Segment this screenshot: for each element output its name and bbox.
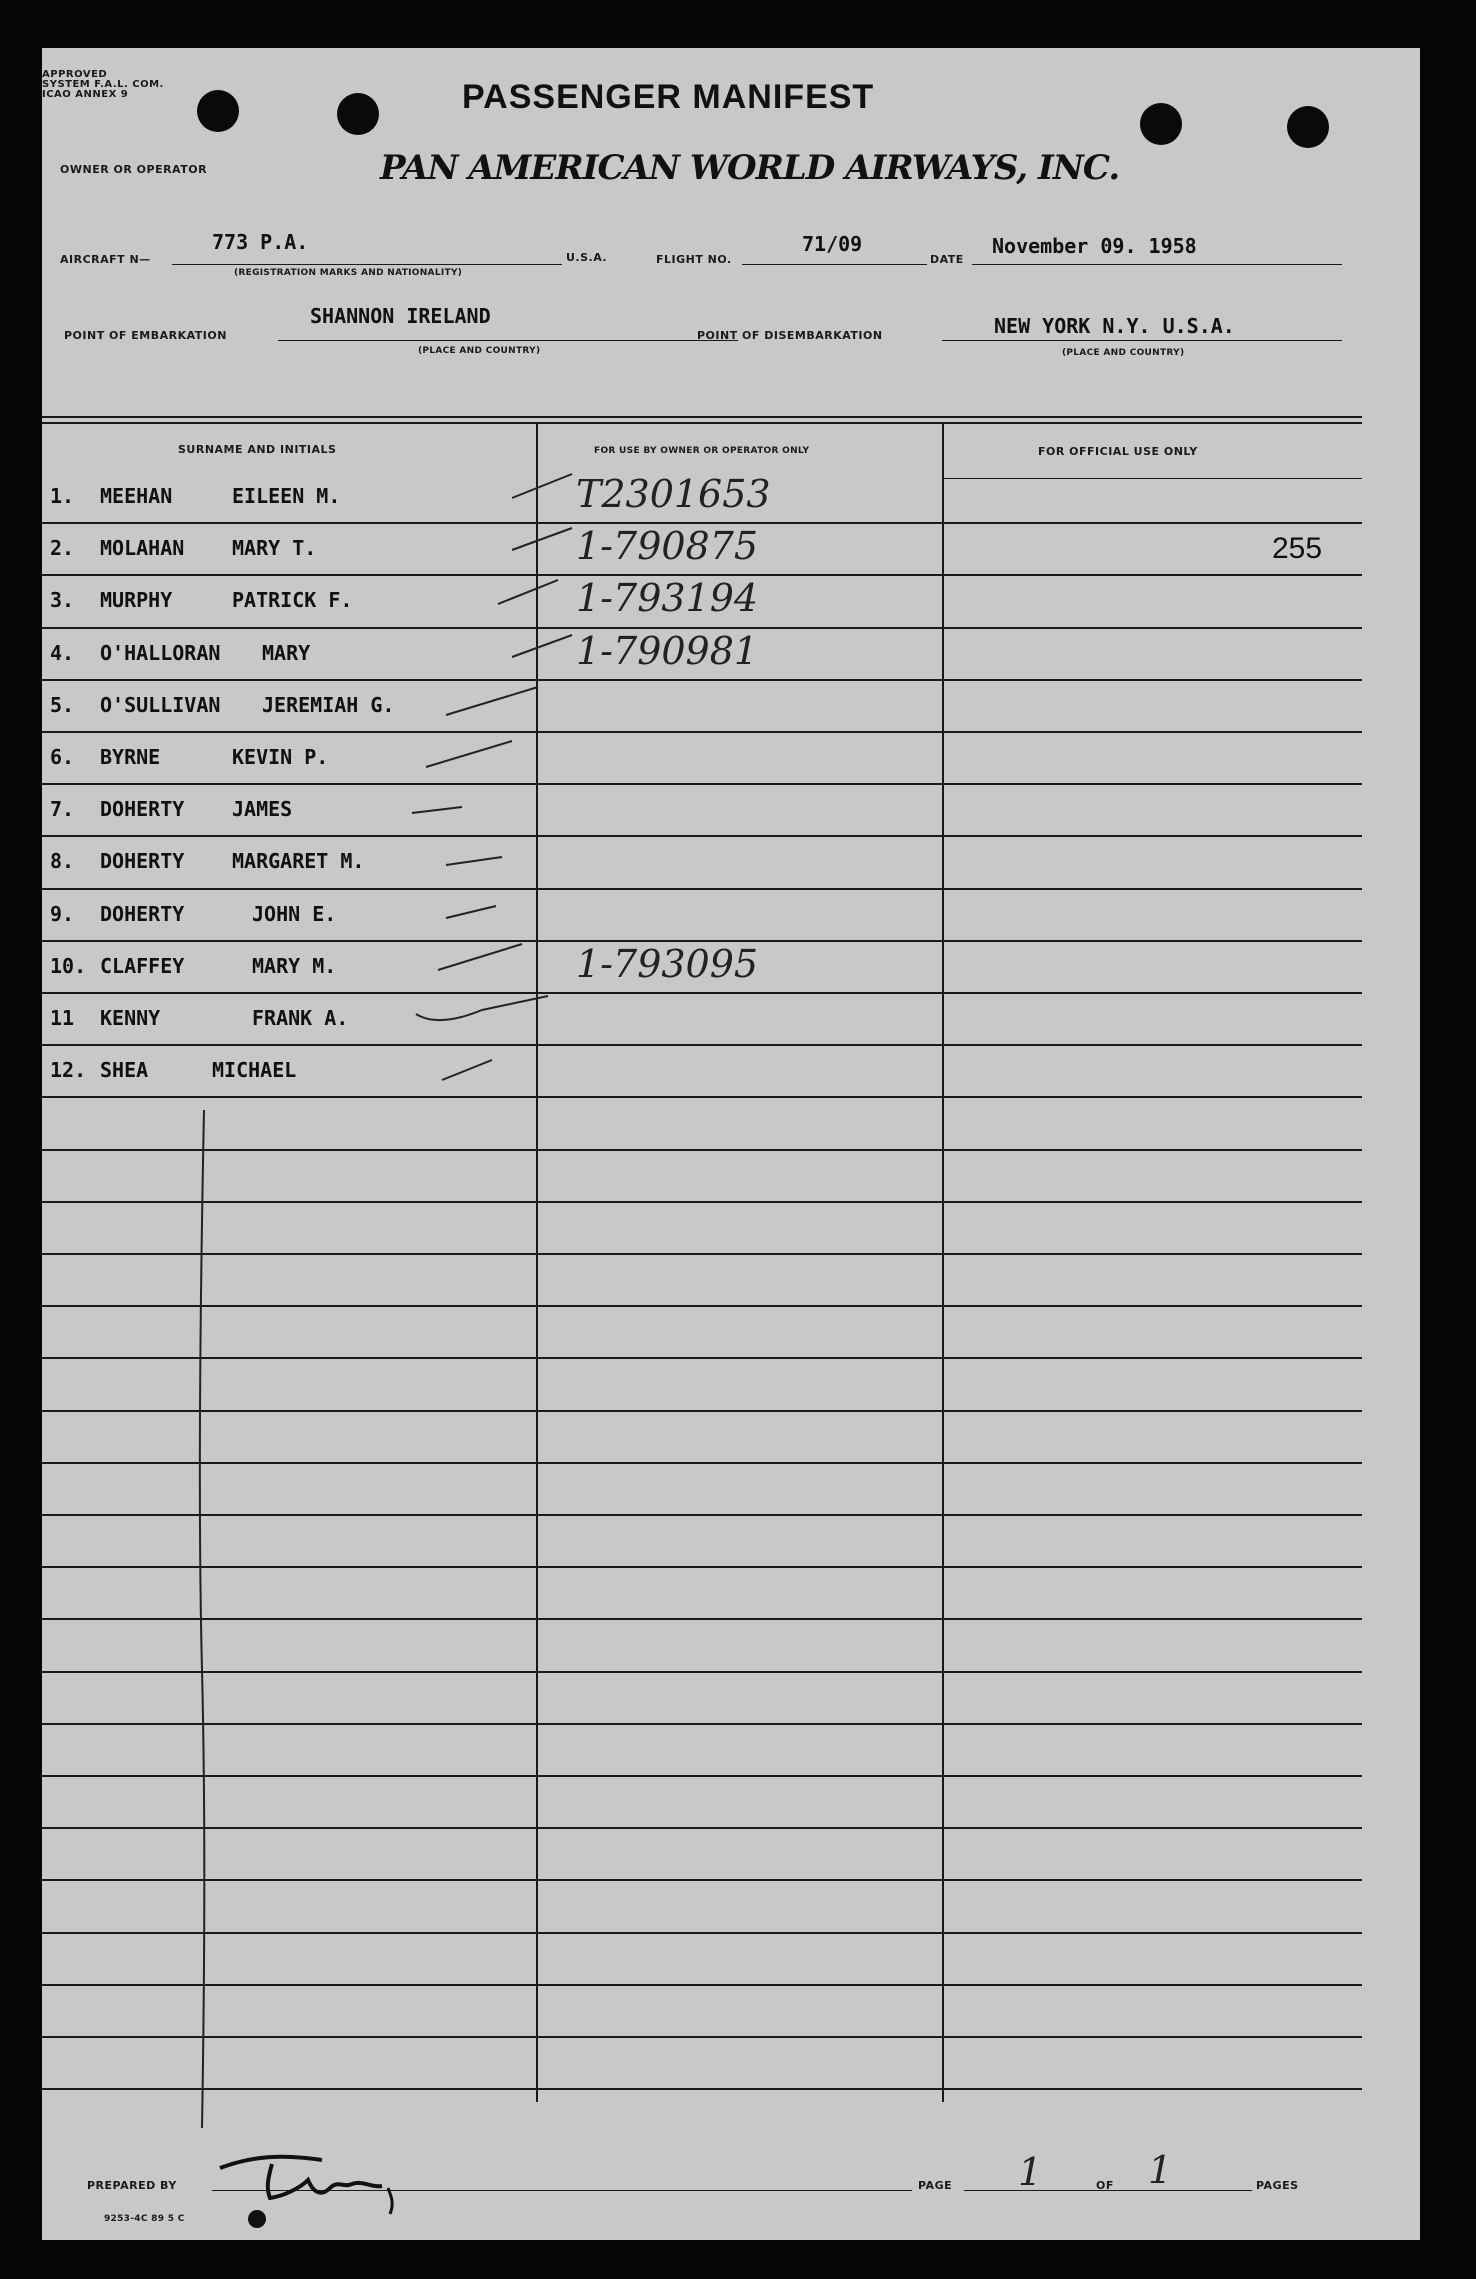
punch-hole (337, 93, 379, 135)
passenger-surname: CLAFFEY (100, 953, 185, 978)
embark-sub-label: (PLACE AND COUNTRY) (418, 346, 541, 356)
embark-value: SHANNON IRELAND (310, 304, 491, 328)
check-mark (42, 835, 602, 887)
table-row (42, 574, 1362, 626)
of-label: OF (1096, 2179, 1114, 2192)
row-number: 6. (50, 745, 75, 769)
owner-label: OWNER OR OPERATOR (60, 163, 208, 176)
passenger-given-name: PATRICK F. (232, 588, 353, 613)
row-rule (42, 2088, 1362, 2090)
row-number: 9. (50, 901, 75, 926)
row-rule (42, 1827, 1362, 1829)
form-code: 9253-4C 89 5 C (104, 2214, 185, 2224)
passenger-surname: MOLAHAN (100, 536, 185, 561)
aircraft-underline (172, 264, 562, 265)
ticket-number: T2301653 (576, 472, 771, 516)
usa-label: U.S.A. (566, 251, 608, 264)
disembark-underline (942, 340, 1342, 341)
table-top-rule (42, 422, 1362, 424)
aircraft-sub-label: (REGISTRATION MARKS AND NATIONALITY) (234, 268, 463, 278)
check-mark (42, 574, 602, 626)
table-row (42, 627, 1362, 679)
row-rule (42, 1514, 1362, 1516)
row-number: 8. (50, 849, 75, 874)
row-rule (42, 2036, 1362, 2038)
ticket-number: 1-790875 (576, 524, 759, 569)
row-rule (42, 1775, 1362, 1777)
row-number: 12. (50, 1058, 87, 1083)
row-rule (42, 1096, 1362, 1098)
aircraft-label: AIRCRAFT N— (60, 253, 151, 266)
of-underline (1122, 2190, 1252, 2191)
approval-line: SYSTEM F.A.L. COM. (42, 79, 164, 90)
passenger-given-name: MARY (262, 640, 311, 665)
pages-label: PAGES (1256, 2179, 1299, 2192)
punch-hole (1287, 106, 1329, 148)
flight-label: FLIGHT NO. (656, 253, 732, 266)
row-number: 1. (50, 484, 75, 508)
col-header-operator: FOR USE BY OWNER OR OPERATOR ONLY (594, 446, 810, 456)
passenger-given-name: EILEEN M. (232, 484, 341, 508)
check-mark (42, 783, 602, 835)
table-row (42, 835, 1362, 887)
punch-hole (197, 90, 239, 132)
disembark-label: POINT OF DISEMBARKATION (697, 329, 883, 342)
flight-underline (742, 264, 927, 265)
row-rule (42, 1723, 1362, 1725)
passenger-surname: BYRNE (100, 745, 161, 769)
page-title: PASSENGER MANIFEST (462, 78, 875, 116)
passenger-surname: MEEHAN (100, 484, 173, 508)
table-row (42, 888, 1362, 940)
row-rule (42, 1410, 1362, 1412)
passenger-given-name: MICHAEL (212, 1058, 297, 1083)
row-rule (42, 1879, 1362, 1881)
table-row (42, 783, 1362, 835)
passenger-given-name: FRANK A. (252, 1006, 349, 1030)
passenger-given-name: MARY M. (252, 953, 337, 978)
row-rule (42, 1984, 1362, 1986)
passenger-given-name: KEVIN P. (232, 745, 329, 769)
table-top-rule (42, 416, 1362, 418)
passenger-given-name: JAMES (232, 797, 293, 822)
passenger-surname: DOHERTY (100, 901, 185, 926)
check-mark (42, 627, 602, 679)
row-number: 10. (50, 953, 87, 978)
row-number: 2. (50, 536, 75, 561)
row-number: 4. (50, 640, 75, 665)
approval-line: ICAO ANNEX 9 (42, 89, 129, 100)
passenger-given-name: MARGARET M. (232, 849, 365, 874)
prepared-label: PREPARED BY (87, 2179, 177, 2192)
passenger-given-name: MARY T. (232, 536, 317, 561)
date-label: DATE (930, 253, 964, 266)
passenger-table (42, 416, 1420, 2176)
row-number: 7. (50, 797, 75, 822)
check-mark (42, 522, 602, 574)
passenger-surname: SHEA (100, 1058, 149, 1083)
check-mark (42, 679, 602, 731)
disembark-value: NEW YORK N.Y. U.S.A. (994, 314, 1235, 338)
row-rule (42, 1618, 1362, 1620)
date-value: November 09. 1958 (992, 234, 1197, 258)
table-row (42, 470, 1362, 522)
embark-label: POINT OF EMBARKATION (64, 329, 227, 342)
official-use-value: 255 (1272, 532, 1323, 566)
row-number: 11 (50, 1006, 75, 1030)
passenger-surname: O'HALLORAN (100, 640, 221, 665)
table-row (42, 679, 1362, 731)
owner-value: PAN AMERICAN WORLD AIRWAYS, INC. (380, 148, 1120, 188)
passenger-given-name: JOHN E. (252, 901, 337, 926)
flight-value: 71/09 (802, 232, 863, 256)
approval-stamp (42, 70, 164, 100)
col-header-surname: SURNAME AND INITIALS (178, 443, 337, 456)
row-rule (42, 1305, 1362, 1307)
check-mark (42, 888, 602, 940)
row-number: 3. (50, 588, 75, 613)
table-row (42, 1044, 1362, 1096)
table-row (42, 940, 1362, 992)
passenger-surname: KENNY (100, 1006, 161, 1030)
disembark-sub-label: (PLACE AND COUNTRY) (1062, 348, 1185, 358)
check-mark (42, 1044, 602, 1096)
row-rule (42, 1201, 1362, 1203)
passenger-rows (42, 470, 1362, 2110)
date-underline (972, 264, 1342, 265)
page-number: 1 (1018, 2150, 1043, 2194)
passenger-given-name: JEREMIAH G. (262, 692, 395, 717)
aircraft-value: 773 P.A. (212, 230, 309, 254)
manifest-sheet (42, 48, 1420, 2240)
row-rule (42, 1462, 1362, 1464)
check-mark (42, 470, 602, 522)
passenger-surname: O'SULLIVAN (100, 692, 221, 717)
table-row (42, 992, 1362, 1044)
approval-line: APPROVED (42, 69, 108, 80)
passenger-surname: MURPHY (100, 588, 173, 613)
ticket-number: 1-790981 (576, 628, 759, 673)
preparer-signature (212, 2136, 442, 2216)
passenger-surname: DOHERTY (100, 797, 185, 822)
row-rule (42, 1253, 1362, 1255)
row-number: 5. (50, 692, 75, 717)
check-mark (42, 731, 602, 783)
passenger-surname: DOHERTY (100, 849, 185, 874)
total-pages: 1 (1148, 2148, 1173, 2192)
table-row (42, 731, 1362, 783)
row-rule (42, 1932, 1362, 1934)
punch-hole (1140, 103, 1182, 145)
pen-stroke (192, 1110, 222, 2130)
row-rule (42, 1357, 1362, 1359)
row-rule (42, 1671, 1362, 1673)
row-rule (42, 1149, 1362, 1151)
ticket-number: 1-793194 (576, 576, 759, 621)
page-label: PAGE (918, 2179, 953, 2192)
table-row (42, 522, 1362, 574)
ticket-number: 1-793095 (576, 941, 759, 986)
check-mark (42, 992, 602, 1044)
embark-underline (278, 340, 738, 341)
row-rule (42, 1566, 1362, 1568)
check-mark (42, 940, 602, 992)
union-label-icon (248, 2210, 266, 2228)
col-header-official: FOR OFFICIAL USE ONLY (1038, 445, 1198, 458)
